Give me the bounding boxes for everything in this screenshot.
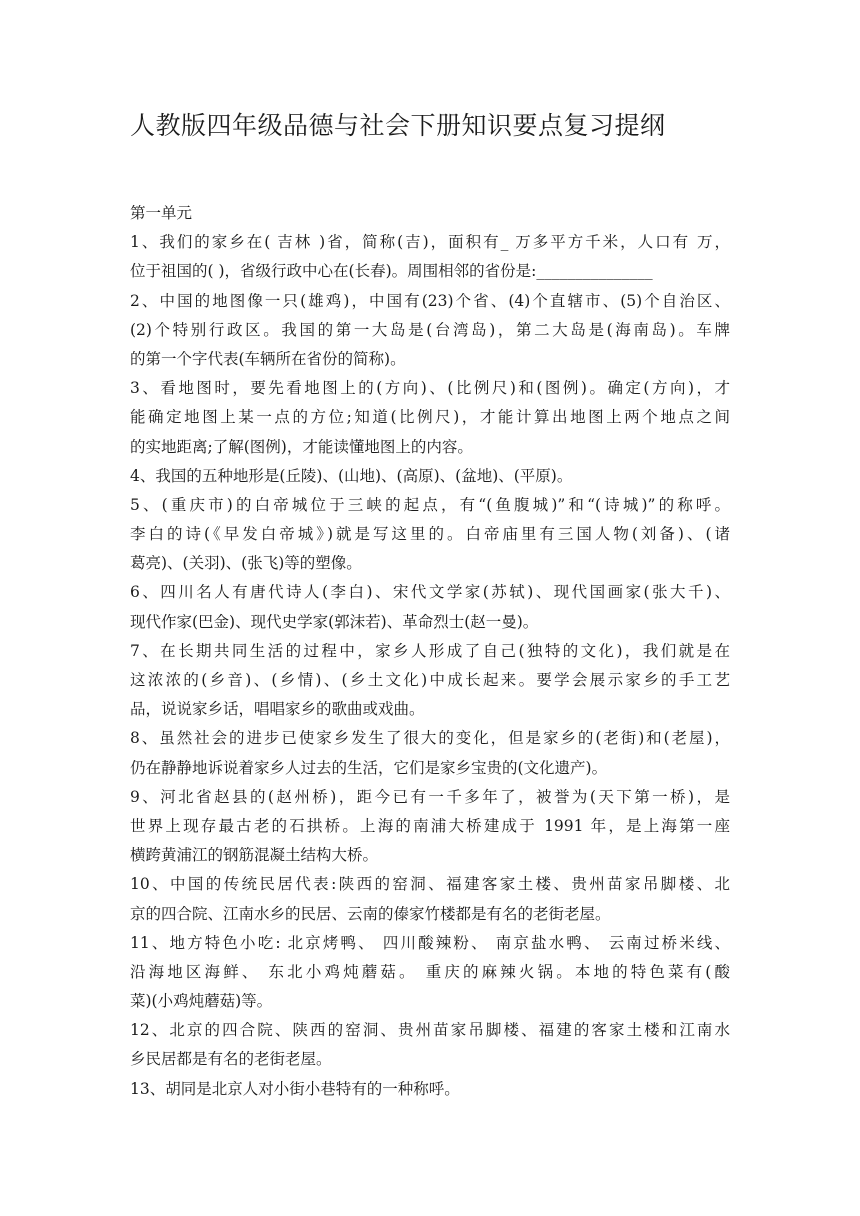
text-line: 菜)(小鸡炖蘑菇)等。 bbox=[130, 992, 273, 1011]
item-list bbox=[130, 228, 730, 1104]
text-line: 品，说说家乡话，唱唱家乡的歌曲或戏曲。 bbox=[130, 700, 425, 719]
list-item bbox=[130, 1075, 730, 1104]
text-line: 葛亮)、(关羽)、(张飞)等的塑像。 bbox=[130, 554, 362, 573]
text-line: 横跨黄浦江的钢筋混凝土结构大桥。 bbox=[130, 846, 379, 865]
text-line: 京的四合院、江南水乡的民居、云南的傣家竹楼都是有名的老街老屋。 bbox=[130, 904, 611, 923]
text-line: 现代作家(巴金)、现代史学家(郭沫若)、革命烈士(赵一曼)。 bbox=[130, 612, 539, 631]
text-line: 乡民居都是有名的老街老屋。 bbox=[130, 1050, 332, 1069]
list-item bbox=[130, 578, 730, 636]
list-item bbox=[130, 228, 730, 286]
text-line: 位于祖国的( )，省级行政中心在(长春)。周围相邻的省份是:_______________ bbox=[130, 262, 653, 281]
text-line: 9、河北省赵县的(赵州桥)，距今已有一千多年了，被誉为(天下第一桥)，是 bbox=[130, 787, 730, 806]
list-item bbox=[130, 783, 730, 871]
text-line: 4、我国的五种地形是(丘陵)、(山地)、(高原)、(盆地)、(平原)。 bbox=[130, 466, 573, 485]
list-item bbox=[130, 1016, 730, 1074]
text-line: 2、中国的地图像一只(雄鸡)，中国有(23)个省、(4)个直辖市、(5)个自治区、 bbox=[130, 291, 730, 310]
document-title: 人教版四年级品德与社会下册知识要点复习提纲 bbox=[130, 111, 666, 140]
text-line: (2)个特别行政区。我国的第一大岛是(台湾岛)，第二大岛是(海南岛)。车牌 bbox=[130, 320, 730, 339]
unit-heading: 第一单元 bbox=[130, 204, 193, 222]
text-line: 5、(重庆市)的白帝城位于三峡的起点，有“(鱼腹城)”和“(诗城)”的称呼。 bbox=[130, 495, 730, 514]
text-line: 11、地方特色小吃: 北京烤鸭、 四川酸辣粉、 南京盐水鸭、 云南过桥米线、 bbox=[130, 933, 730, 952]
text-line: 6、四川名人有唐代诗人(李白)、宋代文学家(苏轼)、现代国画家(张大千)、 bbox=[130, 583, 730, 602]
text-line: 沿海地区海鲜、 东北小鸡炖蘑菇。 重庆的麻辣火锅。本地的特色菜有(酸 bbox=[130, 962, 730, 981]
text-line: 李白的诗(《早发白帝城》)就是写这里的。白帝庙里有三国人物(刘备)、(诸 bbox=[130, 525, 730, 544]
list-item bbox=[130, 374, 730, 462]
text-line: 10、中国的传统民居代表:陕西的窑洞、福建客家土楼、贵州苗家吊脚楼、北 bbox=[130, 875, 730, 894]
list-item bbox=[130, 929, 730, 1017]
list-item bbox=[130, 491, 730, 579]
list-item bbox=[130, 724, 730, 782]
list-item bbox=[130, 462, 730, 491]
text-line: 仍在静静地诉说着家乡人过去的生活，它们是家乡宝贵的(文化遗产)。 bbox=[130, 758, 608, 777]
text-line: 7、在长期共同生活的过程中，家乡人形成了自己(独特的文化)，我们就是在 bbox=[130, 641, 730, 660]
text-line: 这浓浓的(乡音)、(乡情)、(乡土文化)中成长起来。要学会展示家乡的手工艺 bbox=[130, 671, 730, 689]
document-body bbox=[130, 199, 730, 1104]
list-item bbox=[130, 870, 730, 928]
list-item bbox=[130, 637, 730, 725]
text-line: 世界上现存最古老的石拱桥。上海的南浦大桥建成于 1991 年，是上海第一座 bbox=[130, 816, 730, 835]
text-line: 1、我们的家乡在( 吉林 )省，简称(吉)，面积有_ 万多平方千米，人口有 万， bbox=[130, 233, 730, 252]
text-line: 8、虽然社会的进步已使家乡发生了很大的变化，但是家乡的(老街)和(老屋)， bbox=[130, 729, 730, 748]
text-line: 12、北京的四合院、陕西的窑洞、贵州苗家吊脚楼、福建的客家土楼和江南水 bbox=[130, 1021, 730, 1040]
text-line: 3、看地图时，要先看地图上的(方向)、(比例尺)和(图例)。确定(方向)，才 bbox=[130, 379, 730, 398]
text-line: 的实地距离;了解(图例)，才能读懂地图上的内容。 bbox=[130, 437, 473, 456]
text-line: 的第一个字代表(车辆所在省份的简称)。 bbox=[130, 349, 406, 368]
list-item bbox=[130, 287, 730, 375]
text-line: 13、胡同是北京人对小街小巷特有的一种称呼。 bbox=[130, 1079, 460, 1098]
text-line: 能确定地图上某一点的方位;知道(比例尺)，才能计算出地图上两个地点之间 bbox=[130, 408, 730, 427]
